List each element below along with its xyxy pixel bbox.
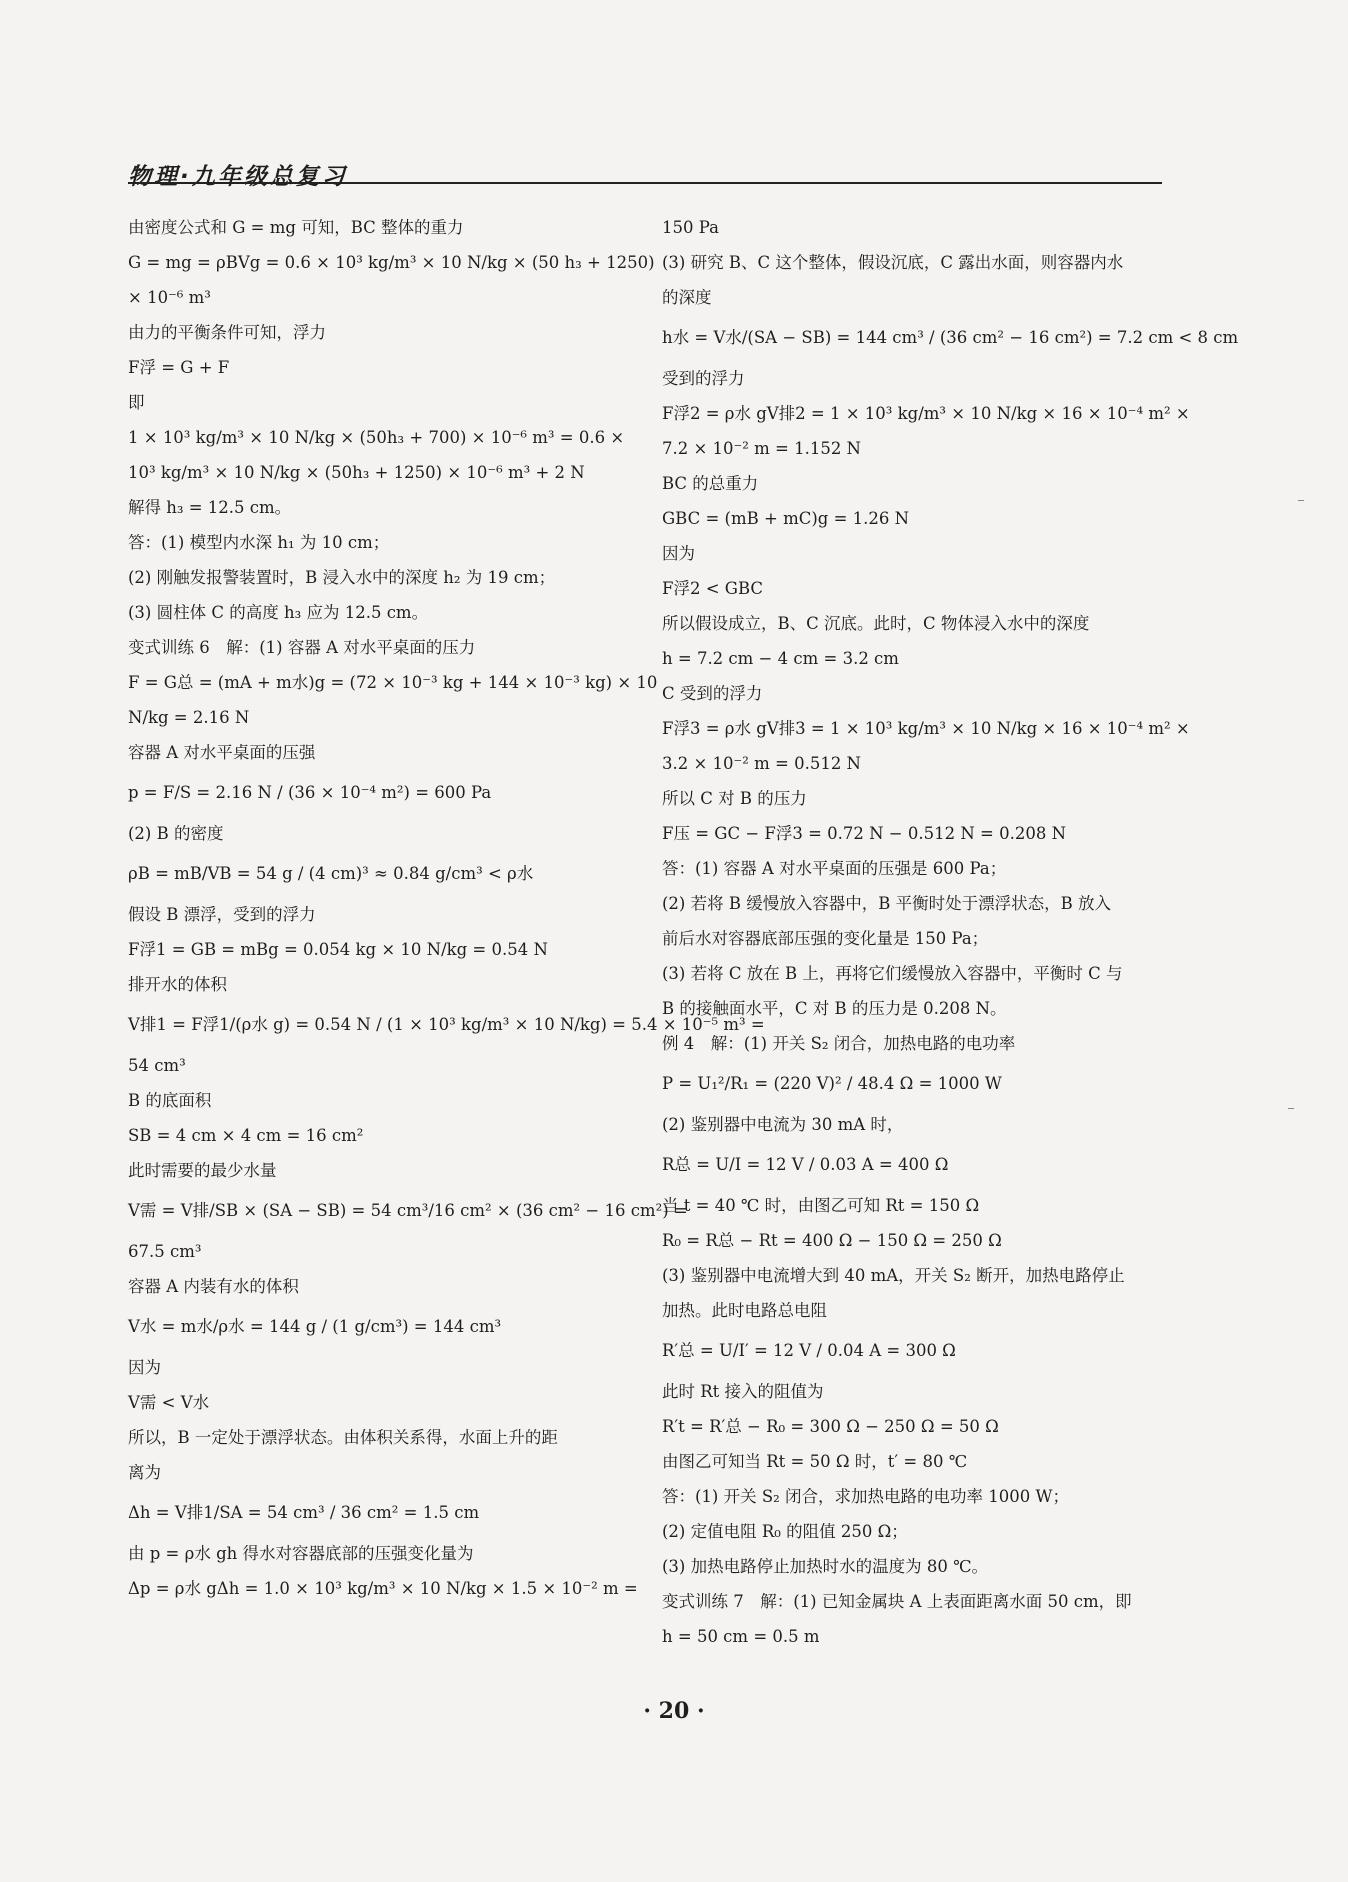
text-line: (2) B 的密度 xyxy=(128,824,224,843)
text-line: h = 50 cm = 0.5 m xyxy=(662,1627,820,1646)
text-line: 54 cm³ xyxy=(128,1056,186,1075)
text-line: R₀ = R总 − Rt = 400 Ω − 150 Ω = 250 Ω xyxy=(662,1231,1002,1250)
text-line: Δh = V排1/SA = 54 cm³ / 36 cm² = 1.5 cm xyxy=(128,1503,480,1522)
text-line: 此时需要的最少水量 xyxy=(128,1161,277,1180)
text-line: N/kg = 2.16 N xyxy=(128,708,250,727)
page-number: · 20 · xyxy=(643,1698,705,1724)
text-line: (2) 鉴别器中电流为 30 mA 时， xyxy=(662,1115,904,1134)
text-line: (2) 定值电阻 R₀ 的阻值 250 Ω； xyxy=(662,1522,908,1541)
text-line: B 的底面积 xyxy=(128,1091,212,1110)
text-line: 答：(1) 模型内水深 h₁ 为 10 cm； xyxy=(128,533,390,552)
text-line: (3) 研究 B、C 这个整体，假设沉底，C 露出水面，则容器内水 xyxy=(662,253,1124,272)
text-line: 3.2 × 10⁻² m = 0.512 N xyxy=(662,754,861,773)
text-line: 所以，B 一定处于漂浮状态。由体积关系得，水面上升的距 xyxy=(128,1428,558,1447)
text-line: R′t = R′总 − R₀ = 300 Ω − 250 Ω = 50 Ω xyxy=(662,1417,999,1436)
text-line: 7.2 × 10⁻² m = 1.152 N xyxy=(662,439,861,458)
text-line: 由密度公式和 G = mg 可知，BC 整体的重力 xyxy=(128,218,464,237)
text-line: 的深度 xyxy=(662,288,712,307)
text-line: ρB = mB/VB = 54 g / (4 cm)³ ≈ 0.84 g/cm³ < ρ水 xyxy=(128,864,534,883)
text-line: (2) 若将 B 缓慢放入容器中，B 平衡时处于漂浮状态，B 放入 xyxy=(662,894,1111,913)
text-line: G = mg = ρBVg = 0.6 × 10³ kg/m³ × 10 N/kg × (50 h₃ + 1250) xyxy=(128,253,655,272)
text-line: F压 = GC − F浮3 = 0.72 N − 0.512 N = 0.208 N xyxy=(662,824,1067,843)
text-line: h = 7.2 cm − 4 cm = 3.2 cm xyxy=(662,649,899,668)
text-line: Δp = ρ水 gΔh = 1.0 × 10³ kg/m³ × 10 N/kg × 1.5 × 10⁻² m = xyxy=(128,1579,638,1598)
text-line: F浮2 = ρ水 gV排2 = 1 × 10³ kg/m³ × 10 N/kg × 16 × 10⁻⁴ m² × xyxy=(662,404,1190,423)
text-line: 由图乙可知当 Rt = 50 Ω 时，t′ = 80 ℃ xyxy=(662,1452,968,1471)
text-line: F浮1 = GB = mBg = 0.054 kg × 10 N/kg = 0.54 N xyxy=(128,940,548,959)
text-line: 变式训练 7 解：(1) 已知金属块 A 上表面距离水面 50 cm，即 xyxy=(662,1592,1132,1611)
text-line: (3) 鉴别器中电流增大到 40 mA，开关 S₂ 断开，加热电路停止 xyxy=(662,1266,1125,1285)
text-line: (3) 加热电路停止加热时水的温度为 80 ℃。 xyxy=(662,1557,989,1576)
text-line: 由力的平衡条件可知，浮力 xyxy=(128,323,326,342)
text-line: C 受到的浮力 xyxy=(662,684,763,703)
text-line: SB = 4 cm × 4 cm = 16 cm² xyxy=(128,1126,364,1145)
text-line: 加热。此时电路总电阻 xyxy=(662,1301,827,1320)
text-line: 67.5 cm³ xyxy=(128,1242,202,1261)
text-line: F浮 = G + F xyxy=(128,358,230,377)
text-line: 所以假设成立，B、C 沉底。此时，C 物体浸入水中的深度 xyxy=(662,614,1090,633)
text-line: p = F/S = 2.16 N / (36 × 10⁻⁴ m²) = 600 Pa xyxy=(128,783,492,802)
text-line: 例 4 解：(1) 开关 S₂ 闭合，加热电路的电功率 xyxy=(662,1034,1016,1053)
text-line: × 10⁻⁶ m³ xyxy=(128,288,211,307)
text-line: 容器 A 对水平桌面的压强 xyxy=(128,743,316,762)
text-line: 10³ kg/m³ × 10 N/kg × (50h₃ + 1250) × 10⁻⁶ m³ + 2 N xyxy=(128,463,585,482)
header-divider xyxy=(128,182,1162,184)
text-line: F浮3 = ρ水 gV排3 = 1 × 10³ kg/m³ × 10 N/kg × 16 × 10⁻⁴ m² × xyxy=(662,719,1190,738)
text-line: P = U₁²/R₁ = (220 V)² / 48.4 Ω = 1000 W xyxy=(662,1074,1002,1093)
right-column xyxy=(662,210,1239,1654)
text-line: 解得 h₃ = 12.5 cm。 xyxy=(128,498,292,517)
text-line: 1 × 10³ kg/m³ × 10 N/kg × (50h₃ + 700) × 10⁻⁶ m³ = 0.6 × xyxy=(128,428,625,447)
text-line: GBC = (mB + mC)g = 1.26 N xyxy=(662,509,910,528)
text-line: V需 = V排/SB × (SA − SB) = 54 cm³/16 cm² × (36 cm² − 16 cm²) = xyxy=(128,1201,688,1220)
text-line: R总 = U/I = 12 V / 0.03 A = 400 Ω xyxy=(662,1155,949,1174)
scan-speck xyxy=(1298,500,1304,501)
text-line: 答：(1) 开关 S₂ 闭合，求加热电路的电功率 1000 W； xyxy=(662,1487,1069,1506)
text-line: R′总 = U/I′ = 12 V / 0.04 A = 300 Ω xyxy=(662,1341,956,1360)
text-line: 答：(1) 容器 A 对水平桌面的压强是 600 Pa； xyxy=(662,859,1007,878)
text-line: 所以 C 对 B 的压力 xyxy=(662,789,807,808)
text-line: 前后水对容器底部压强的变化量是 150 Pa； xyxy=(662,929,989,948)
text-line: 容器 A 内装有水的体积 xyxy=(128,1277,299,1296)
text-line: 由 p = ρ水 gh 得水对容器底部的压强变化量为 xyxy=(128,1544,474,1563)
text-line: 此时 Rt 接入的阻值为 xyxy=(662,1382,824,1401)
text-line: V排1 = F浮1/(ρ水 g) = 0.54 N / (1 × 10³ kg/m³ × 10 N/kg) = 5.4 × 10⁻⁵ m³ = xyxy=(128,1015,765,1034)
text-line: (3) 若将 C 放在 B 上，再将它们缓慢放入容器中，平衡时 C 与 xyxy=(662,964,1123,983)
text-line: F = G总 = (mA + m水)g = (72 × 10⁻³ kg + 144 × 10⁻³ kg) × 10 xyxy=(128,673,658,692)
text-line: 假设 B 漂浮，受到的浮力 xyxy=(128,905,316,924)
text-line: (3) 圆柱体 C 的高度 h₃ 应为 12.5 cm。 xyxy=(128,603,429,622)
text-line: 受到的浮力 xyxy=(662,369,745,388)
text-line: F浮2 < GBC xyxy=(662,579,763,598)
text-line: 150 Pa xyxy=(662,218,719,237)
text-line: (2) 刚触发报警装置时，B 浸入水中的深度 h₂ 为 19 cm； xyxy=(128,568,556,587)
text-line: h水 = V水/(SA − SB) = 144 cm³ / (36 cm² − 16 cm²) = 7.2 cm < 8 cm xyxy=(662,328,1239,347)
text-line: 当 t = 40 ℃ 时，由图乙可知 Rt = 150 Ω xyxy=(662,1196,980,1215)
text-line: 因为 xyxy=(128,1358,161,1377)
page-header-title: 物理·九年级总复习 xyxy=(128,164,348,190)
text-line: V水 = m水/ρ水 = 144 g / (1 g/cm³) = 144 cm³ xyxy=(128,1317,502,1336)
text-line: 因为 xyxy=(662,544,695,563)
text-line: B 的接触面水平，C 对 B 的压力是 0.208 N。 xyxy=(662,999,1007,1018)
text-line: BC 的总重力 xyxy=(662,474,759,493)
text-line: 离为 xyxy=(128,1463,161,1482)
scan-speck xyxy=(1288,1108,1294,1109)
text-line: 即 xyxy=(128,393,145,412)
text-line: V需 < V水 xyxy=(128,1393,210,1412)
text-line: 变式训练 6 解：(1) 容器 A 对水平桌面的压力 xyxy=(128,638,476,657)
text-line: 排开水的体积 xyxy=(128,975,227,994)
